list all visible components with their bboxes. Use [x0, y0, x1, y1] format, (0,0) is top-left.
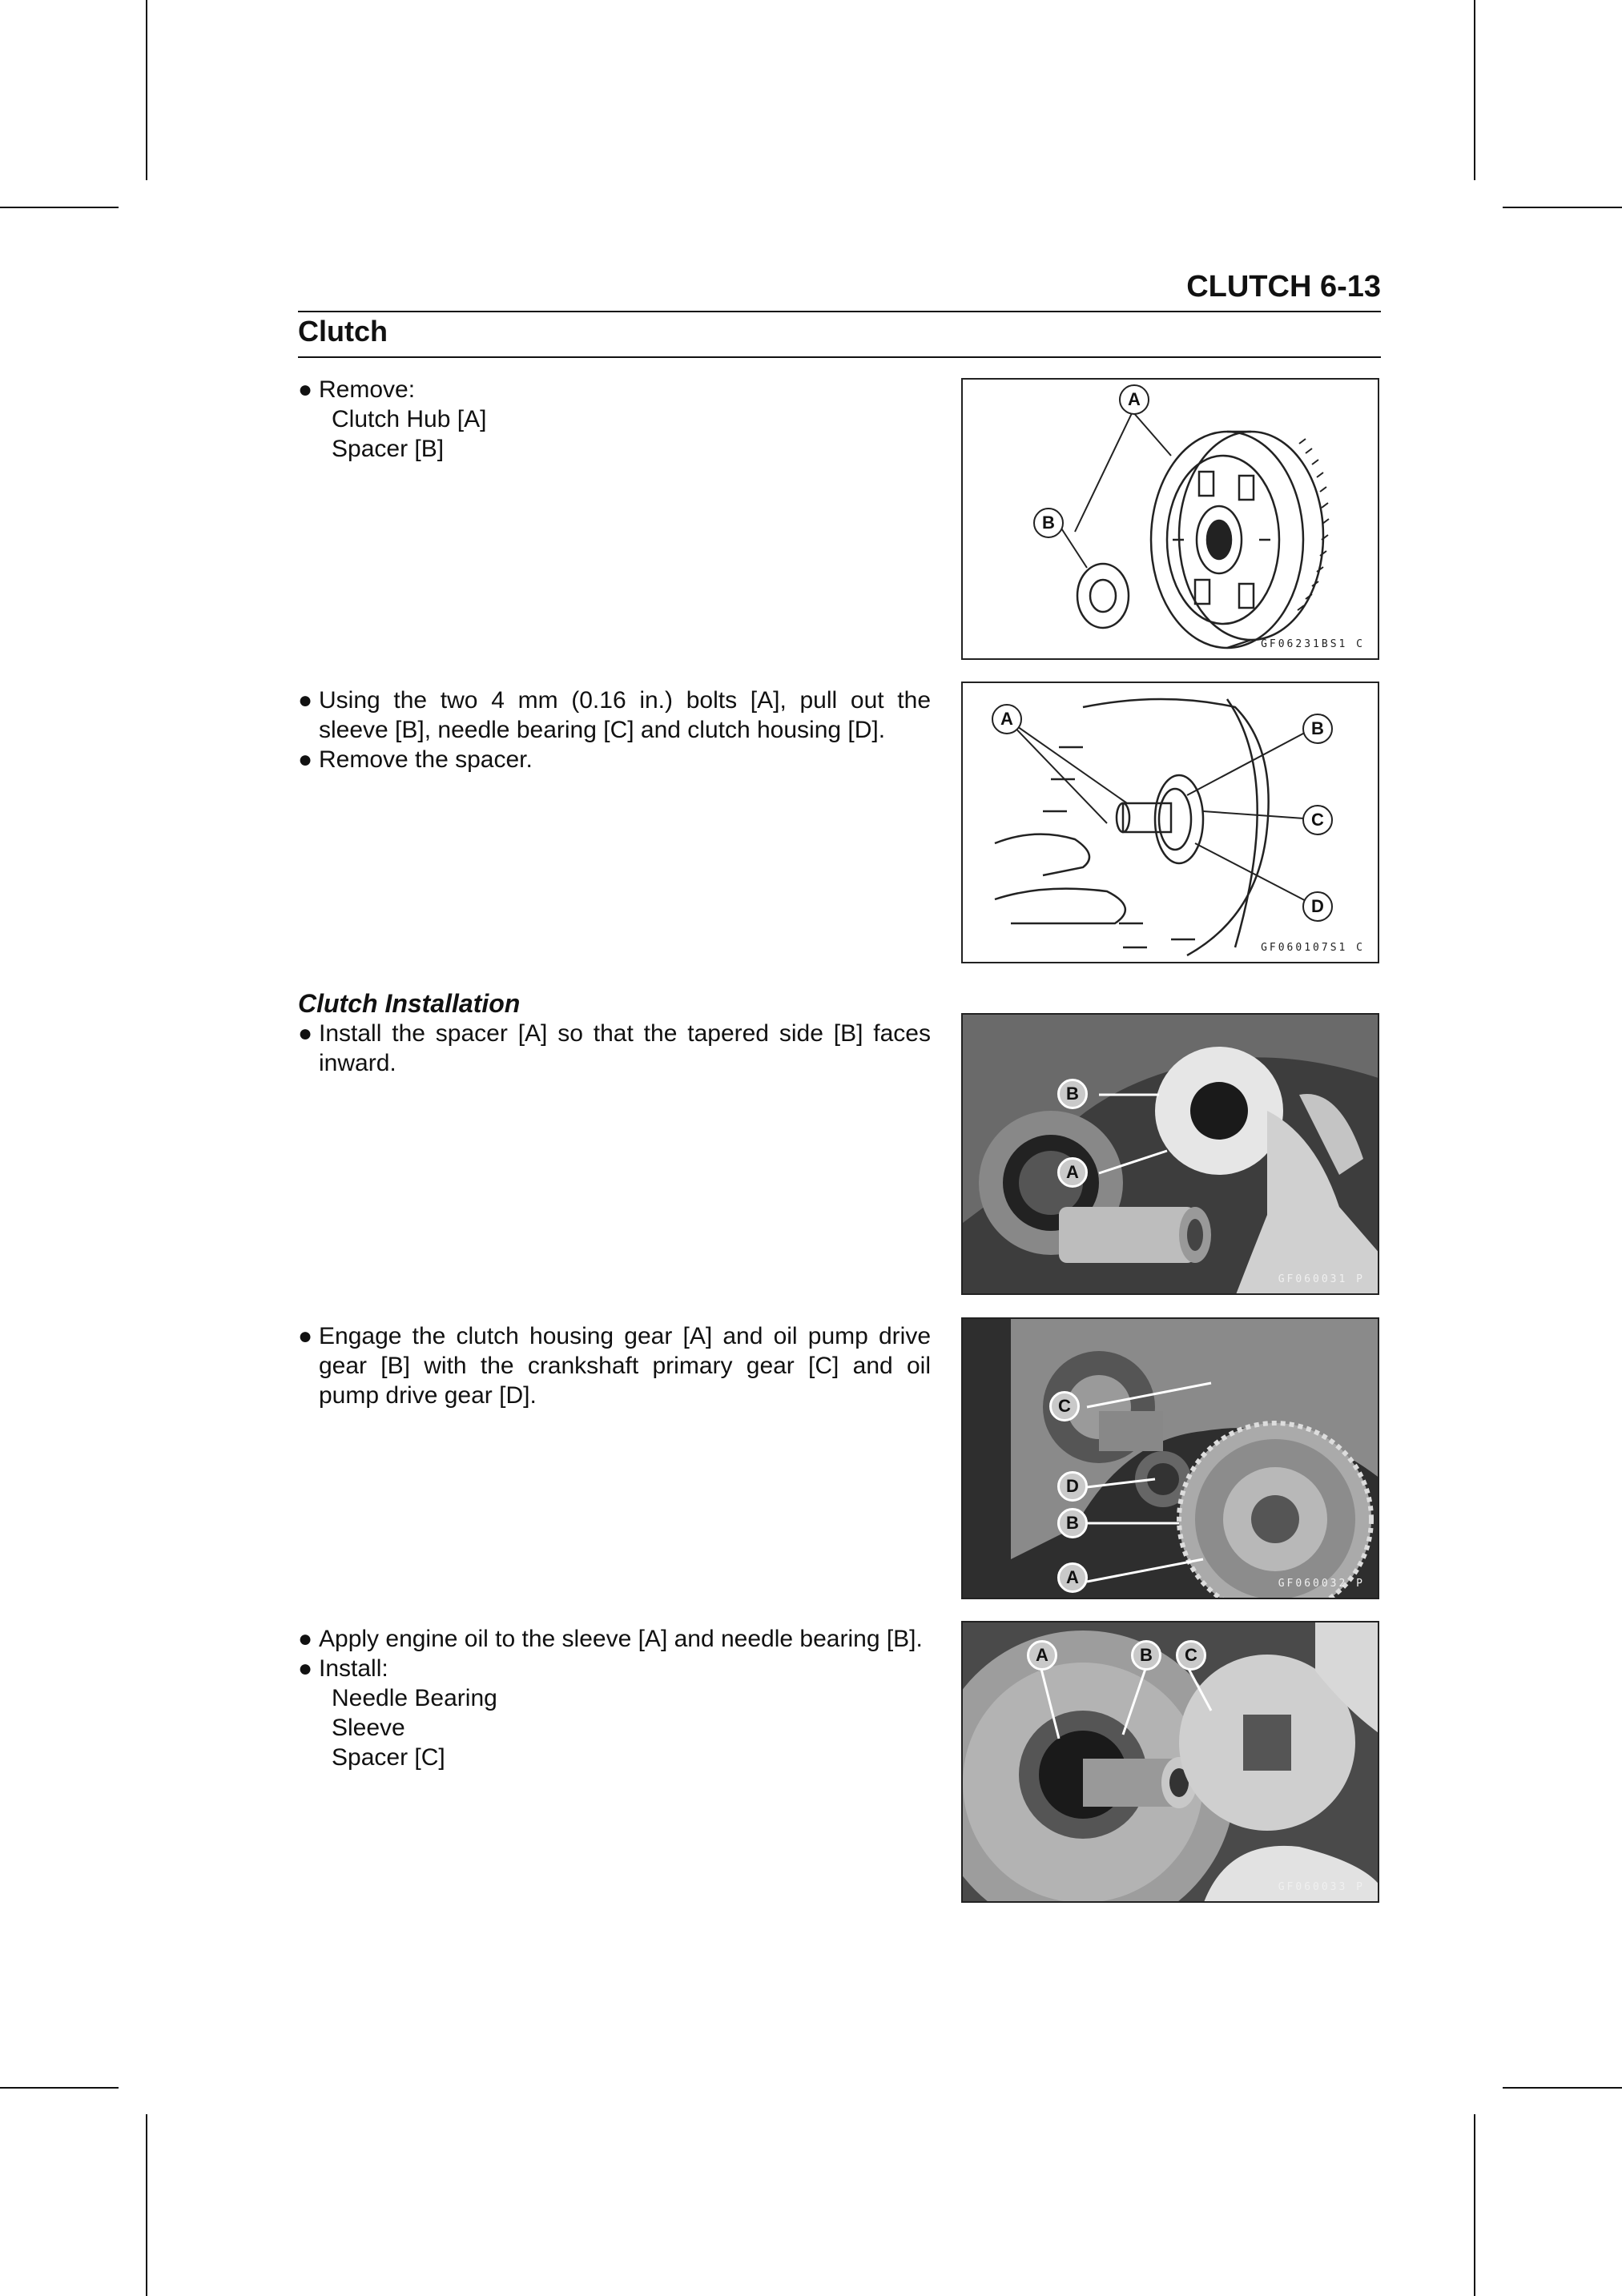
- callout-label: B: [1302, 714, 1333, 744]
- figure-code: GF060033 P: [1278, 1881, 1365, 1893]
- installation-heading: Clutch Installation: [298, 989, 521, 1018]
- crop-mark: [146, 0, 147, 180]
- bullet-icon: ●: [298, 1020, 313, 1047]
- bullet-item: [298, 745, 931, 774]
- bullet-text: Engage the clutch housing gear [A] and oil pump drive gear [B] with the crankshaft primary gear [C] and oil pump drive gear [D].: [319, 1323, 931, 1409]
- crop-mark: [0, 207, 119, 208]
- callout-label: B: [1057, 1508, 1088, 1538]
- bullet-text: Remove the spacer.: [319, 746, 533, 773]
- callout-label: A: [1057, 1562, 1088, 1593]
- callout-label: C: [1302, 805, 1333, 835]
- step-remove-hub: [298, 375, 931, 464]
- callout-label: C: [1176, 1640, 1206, 1671]
- crop-mark: [1474, 2114, 1475, 2296]
- sub-item: Sleeve: [332, 1715, 405, 1741]
- section-rule: [298, 356, 1381, 358]
- callout-label: A: [1119, 384, 1149, 415]
- page-header: CLUTCH 6-13: [1186, 270, 1381, 304]
- bullet-item: [298, 1654, 931, 1683]
- bullet-item: [298, 1321, 931, 1410]
- crop-mark: [1503, 207, 1622, 208]
- figure-sleeve-photo: [961, 1621, 1379, 1903]
- step-apply-oil: [298, 1624, 931, 1772]
- figure-code: GF060107S1 C: [1261, 942, 1365, 954]
- figure-spacer-photo: [961, 1013, 1379, 1295]
- bullet-text: Using the two 4 mm (0.16 in.) bolts [A], pull out the sleeve [B], needle bearing [C] and clutch housing [D].: [319, 687, 931, 743]
- spacer-photo-drawing: [963, 1015, 1379, 1295]
- figure-clutch-hub: [961, 378, 1379, 660]
- callout-label: D: [1302, 891, 1333, 922]
- bullet-item: [298, 1019, 931, 1078]
- bullet-icon: ●: [298, 746, 313, 773]
- bullet-icon: ●: [298, 1655, 313, 1682]
- figure-code: GF060031 P: [1278, 1273, 1365, 1285]
- figure-code: GF06231BS1 C: [1261, 638, 1365, 650]
- section-title: Clutch: [298, 315, 388, 348]
- bullet-text: Remove:: [319, 376, 416, 403]
- clutch-hub-drawing: [963, 380, 1379, 660]
- sub-item: Needle Bearing: [332, 1685, 497, 1711]
- crop-mark: [146, 2114, 147, 2296]
- gears-photo-drawing: [963, 1319, 1379, 1599]
- bullet-icon: ●: [298, 1626, 313, 1652]
- bullet-item: [298, 1624, 931, 1654]
- step-engage-gears: [298, 1321, 931, 1410]
- callout-label: A: [1057, 1157, 1088, 1188]
- callout-label: D: [1057, 1471, 1088, 1502]
- bullet-text: Install the spacer [A] so that the tapered side [B] faces inward.: [319, 1020, 931, 1076]
- bullet-text: Apply engine oil to the sleeve [A] and needle bearing [B].: [319, 1626, 923, 1652]
- bullet-icon: ●: [298, 1323, 313, 1349]
- sub-item: Clutch Hub [A]: [332, 406, 487, 432]
- bullet-item: [298, 375, 931, 404]
- callout-label: A: [992, 704, 1022, 734]
- figure-gears-photo: [961, 1317, 1379, 1599]
- bullet-item: [298, 686, 931, 745]
- crop-mark: [1503, 2087, 1622, 2089]
- callout-label: B: [1057, 1079, 1088, 1109]
- header-rule: [298, 311, 1381, 312]
- callout-label: A: [1027, 1640, 1057, 1671]
- callout-label: C: [1049, 1391, 1080, 1421]
- sleeve-photo-drawing: [963, 1622, 1379, 1903]
- callout-label: B: [1131, 1640, 1161, 1671]
- bullet-icon: ●: [298, 376, 313, 403]
- sub-item: Spacer [B]: [332, 436, 445, 462]
- callout-label: B: [1033, 508, 1064, 538]
- crop-mark: [0, 2087, 119, 2089]
- step-pull-out: [298, 686, 931, 774]
- figure-sleeve-removal: [961, 682, 1379, 963]
- sub-item: Spacer [C]: [332, 1744, 445, 1771]
- step-install-spacer: [298, 1019, 931, 1078]
- bullet-text: Install:: [319, 1655, 388, 1682]
- crop-mark: [1474, 0, 1475, 180]
- figure-code: GF060032 P: [1278, 1578, 1365, 1590]
- bullet-icon: ●: [298, 687, 313, 714]
